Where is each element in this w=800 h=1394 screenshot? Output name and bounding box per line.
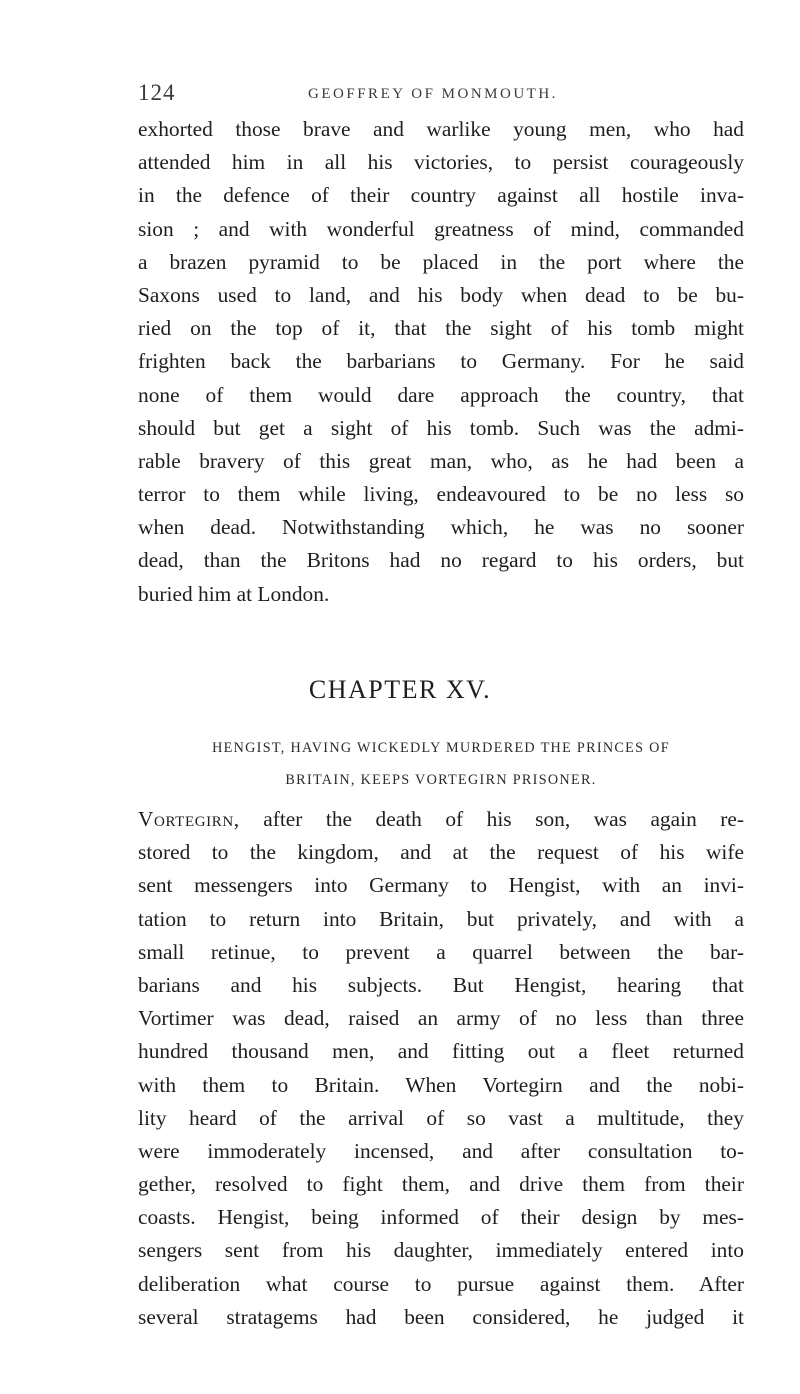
paragraph-1	[138, 113, 744, 611]
running-head	[138, 80, 728, 110]
text-line: a brazen pyramid to be placed in the port where the	[138, 249, 744, 274]
text-line: small retinue, to prevent a quarrel between the bar-	[138, 939, 744, 964]
text-line: terror to them while living, endeavoured to be no less so	[138, 482, 744, 507]
text-line: exhorted those brave and warlike young men, who had	[138, 117, 744, 141]
text-line: Vortimer was dead, raised an army of no less than three	[138, 1006, 744, 1031]
chapter-heading: CHAPTER XV.	[308, 675, 492, 704]
paragraph-2	[138, 803, 744, 1334]
text-line: coasts. Hengist, being informed of their design by mes-	[138, 1205, 744, 1230]
text-line: several stratagems had been considered, he judged it	[138, 1304, 744, 1329]
text-line: should but get a sight of his tomb. Such was the admi-	[138, 415, 744, 440]
text-line: barians and his subjects. But Hengist, hearing that	[138, 972, 744, 997]
text-line: rable bravery of this great man, who, as he had been a	[138, 448, 744, 473]
summary-line: HENGIST, HAVING WICKEDLY MURDERED THE PRINCES OF	[212, 740, 670, 756]
text-line: ried on the top of it, that the sight of his tomb might	[138, 316, 744, 341]
text-line: Saxons used to land, and his body when dead to be bu-	[138, 282, 744, 307]
text-line: were immoderately incensed, and after consultation to-	[138, 1138, 744, 1163]
text-line: with them to Britain. When Vortegirn and the nobi-	[138, 1072, 744, 1097]
text-line: buried him at London.	[138, 581, 330, 606]
text-line: stored to the kingdom, and at the request of his wife	[138, 840, 744, 865]
text-line: in the defence of their country against all hostile inva-	[138, 183, 744, 208]
text-line: attended him in all his victories, to persist courageously	[138, 150, 744, 175]
text-line: deliberation what course to pursue against them. After	[138, 1271, 744, 1296]
page-number: 124	[138, 80, 176, 105]
text-line: hundred thousand men, and fitting out a fleet returned	[138, 1039, 744, 1064]
text-line: none of them would dare approach the country, that	[138, 382, 744, 407]
text-line: sion ; and with wonderful greatness of mind, commanded	[138, 216, 744, 241]
first-line-rest: after the death of his son, was again re-	[239, 807, 744, 831]
text-line: when dead. Notwithstanding which, he was no sooner	[138, 515, 744, 540]
text-line-first	[138, 803, 744, 836]
opening-word: Vortegirn,	[138, 807, 240, 831]
text-line: lity heard of the arrival of so vast a multitude, they	[138, 1105, 744, 1130]
text-line: dead, than the Britons had no regard to his orders, but	[138, 548, 744, 573]
chapter-summary	[138, 732, 744, 796]
running-title: GEOFFREY OF MONMOUTH.	[308, 86, 558, 102]
text-line: sent messengers into Germany to Hengist, with an invi-	[138, 873, 744, 898]
text-line: gether, resolved to fight them, and drive them from their	[138, 1172, 744, 1197]
text-line: frighten back the barbarians to Germany. For he said	[138, 349, 744, 374]
text-line: sengers sent from his daughter, immediately entered into	[138, 1238, 744, 1263]
text-line: tation to return into Britain, but privately, and with a	[138, 906, 744, 931]
summary-line: BRITAIN, KEEPS VORTEGIRN PRISONER.	[285, 772, 597, 788]
